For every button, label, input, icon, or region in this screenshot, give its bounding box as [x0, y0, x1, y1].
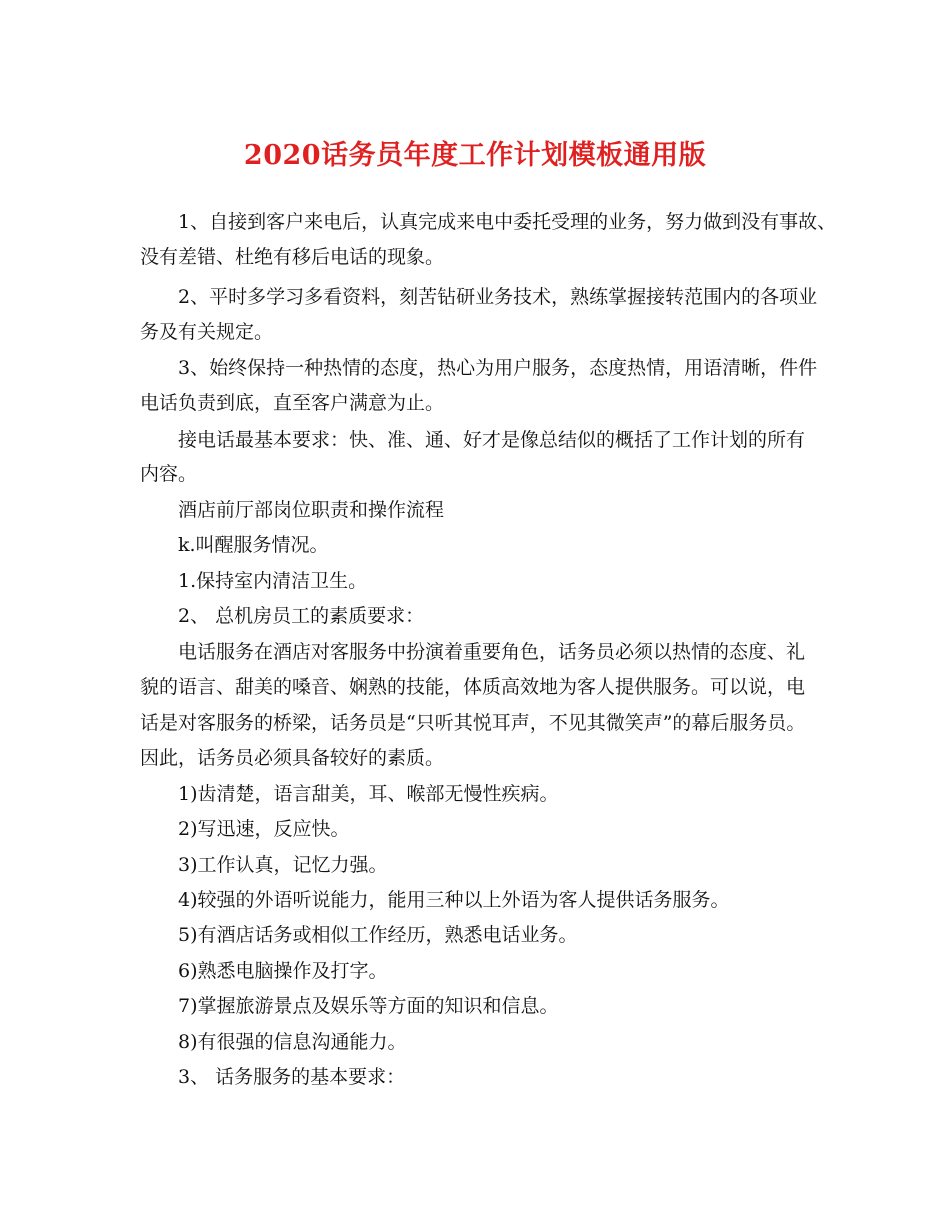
paragraph-line: 3、始终保持一种热情的态度，热心为用户服务，态度热情，用语清晰，件件 [178, 357, 818, 379]
paragraph-line: 内容。 [140, 463, 198, 485]
paragraph-line: 1.保持室内清洁卫生。 [178, 570, 368, 592]
paragraph-line: 话是对客服务的桥梁，话务员是“只听其悦耳声，不见其微笑声”的幕后服务员。 [140, 712, 806, 734]
paragraph-line: 2、 总机房员工的素质要求： [178, 605, 425, 627]
paragraph-line: 电话服务在酒店对客服务中扮演着重要角色，话务员必须以热情的态度、礼 [178, 641, 806, 663]
paragraph-line: 7)掌握旅游景点及娱乐等方面的知识和信息。 [178, 995, 559, 1017]
paragraph-line: 3)工作认真，记忆力强。 [178, 854, 388, 876]
paragraph-line: 8)有很强的信息沟通能力。 [178, 1031, 407, 1053]
paragraph-line: k.叫醒服务情况。 [178, 534, 329, 556]
paragraph-line: 因此，话务员必须具备较好的素质。 [140, 747, 445, 769]
paragraph-line: 1)齿清楚，语言甜美，耳、喉部无慢性疾病。 [178, 783, 559, 805]
paragraph-line: 没有差错、杜绝有移后电话的现象。 [140, 246, 445, 268]
paragraph-line: 貌的语言、甜美的嗓音、娴熟的技能，体质高效地为客人提供服务。可以说，电 [140, 676, 806, 698]
paragraph-line: 2、平时多学习多看资料，刻苦钻研业务技术，熟练掌握接转范围内的各项业 [178, 286, 818, 308]
paragraph-line: 4)较强的外语听说能力，能用三种以上外语为客人提供话务服务。 [178, 889, 730, 911]
paragraph-line: 6)熟悉电脑操作及打字。 [178, 960, 388, 982]
paragraph-line: 2)写迅速，反应快。 [178, 818, 350, 840]
paragraph-line: 电话负责到底，直至客户满意为止。 [140, 392, 445, 414]
paragraph-line: 1、自接到客户来电后，认真完成来电中委托受理的业务，努力做到没有事故、 [178, 211, 837, 233]
paragraph-line: 酒店前厅部岗位职责和操作流程 [178, 499, 445, 521]
paragraph-line: 3、 话务服务的基本要求： [178, 1066, 406, 1088]
page-title: 2020话务员年度工作计划模板通用版 [243, 140, 707, 171]
paragraph-line: 接电话最基本要求：快、准、通、好才是像总结似的概括了工作计划的所有 [178, 429, 806, 451]
paragraph-line: 务及有关规定。 [140, 321, 274, 343]
paragraph-line: 5)有酒店话务或相似工作经历，熟悉电话业务。 [178, 924, 578, 946]
